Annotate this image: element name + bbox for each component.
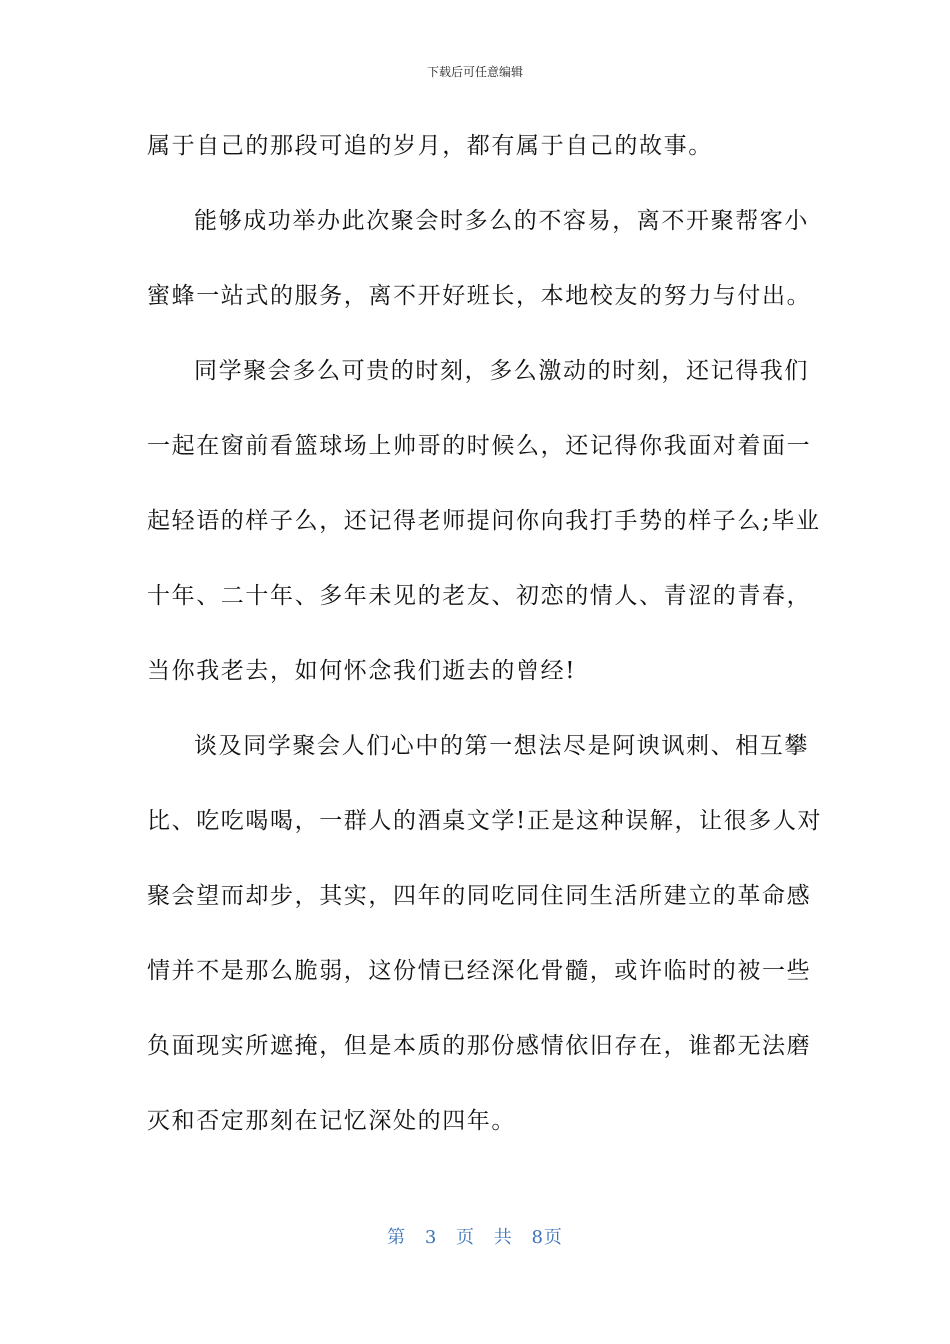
- text-line: 十年、二十年、多年未见的老友、初恋的情人、青涩的青春，: [147, 583, 812, 609]
- text-line: 负面现实所遮掩，但是本质的那份感情依旧存在，谁都无法磨: [147, 1033, 812, 1059]
- page-header: 下载后可任意编辑: [426, 65, 523, 79]
- text-line: 灭和否定那刻在记忆深处的四年。: [147, 1108, 516, 1134]
- footer-page-label: 第: [387, 1227, 407, 1248]
- text-line: 能够成功举办此次聚会时多么的不容易，离不开聚帮客小: [194, 208, 809, 234]
- text-line: 起轻语的样子么，还记得老师提问你向我打手势的样子么;毕业: [147, 508, 821, 534]
- text-line: 聚会望而却步，其实，四年的同吃同住同生活所建立的革命感: [147, 883, 812, 909]
- page-footer: [0, 1224, 950, 1252]
- text-line: 属于自己的那段可追的岁月，都有属于自己的故事。: [147, 133, 713, 159]
- footer-total-pages: 8页: [531, 1227, 563, 1248]
- footer-current-page: 3: [424, 1227, 438, 1248]
- text-line: 当你我老去，如何怀念我们逝去的曾经!: [147, 658, 577, 684]
- text-line: 比、吃吃喝喝，一群人的酒桌文学!正是这种误解，让很多人对: [147, 808, 823, 834]
- footer-page-unit: 页: [456, 1227, 475, 1248]
- text-line: 蜜蜂一站式的服务，离不开好班长，本地校友的努力与付出。: [147, 283, 812, 309]
- document-body: [147, 122, 823, 1172]
- text-line: 谈及同学聚会人们心中的第一想法尽是阿谀讽刺、相互攀: [194, 733, 809, 759]
- text-line: 同学聚会多么可贵的时刻，多么激动的时刻，还记得我们: [194, 358, 809, 384]
- text-line: 一起在窗前看篮球场上帅哥的时候么，还记得你我面对着面一: [147, 433, 812, 459]
- text-line: 情并不是那么脆弱，这份情已经深化骨髓，或许临时的被一些: [147, 958, 812, 984]
- footer-total-label: 共: [493, 1227, 513, 1248]
